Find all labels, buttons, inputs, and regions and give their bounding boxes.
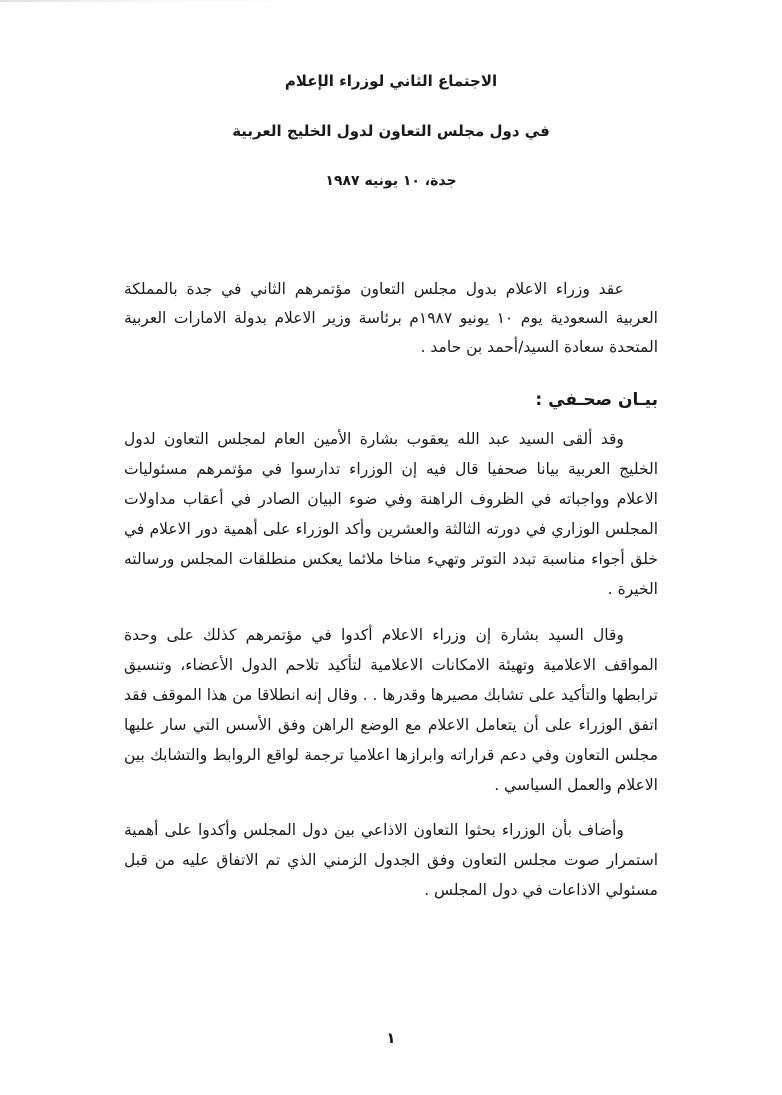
- intro-paragraph: عقد وزراء الاعلام بدول مجلس التعاون مؤتمرهم الثاني في جدة بالمملكة العربية السعودية يوم ١٠ يونيو ١٩٨٧م برئاسة وزير الاعلام بدولة الامارات العربية المتحدة سعادة السيد/أحمد بن حامد .: [124, 280, 658, 356]
- body-paragraph-3: وأضاف بأن الوزراء بحثوا التعاون الاذاعي بين دول المجلس وأكدوا على أهمية استمرار صوت مجلس التعاون وفق الجدول الزمني الذي تم الاتفاق عليه من قبل مسئولي الاذاعات في دول المجلس .: [124, 821, 658, 899]
- body-paragraph-1: وقد ألقى السيد عبد الله يعقوب بشارة الأمين العام لمجلس التعاون لدول الخليج العربية بيانا صحفيا قال فيه إن الوزراء تدارسوا في مؤتمرهم مسئوليات الاعلام وواجباته في الظروف الراهنة وفي ضوء البيان الصادر في أعقاب مداولات المجلس الوزاري في دورته الثالثة والعشرين وأكد الوزراء على أهمية دور الاعلام في خلق أجواء مناسبة تبدد التوتر وتهيء مناخا ملائما يعكس منطلقات المجلس ورسالته الخيرة .: [124, 430, 658, 598]
- scan-edge-artifact: [0, 0, 782, 2]
- document-title-line-1: الاجتماع الثاني لوزراء الإعلام: [284, 72, 498, 90]
- page-number: ١: [386, 1029, 396, 1047]
- document-title-line-2: في دول مجلس التعاون لدول الخليج العربية: [232, 122, 550, 140]
- document-content: [124, 72, 658, 921]
- document-date-line: جدة، ١٠ يونيه ١٩٨٧: [325, 173, 457, 189]
- document-title-block: [124, 72, 658, 191]
- body-paragraph-2: وقال السيد بشارة إن وزراء الاعلام أكدوا في مؤتمرهم كذلك على وحدة المواقف الاعلامية وتهيئة الامكانات الاعلامية لتأكيد تلاحم الدول الأعضاء، وتنسيق ترابطها والتأكيد على تشابك مصيرها وقدرها . . وقال إنه انطلاقا من هذا الموقف فقد اتفق الوزراء على أن يتعامل الاعلام مع الوضع الراهن وفق الأسس التي سار عليها مجلس التعاون وفي دعم قراراته وابرازها اعلاميا ترجمة لواقع الروابط والتشابك بين الاعلام والعمل السياسي .: [124, 625, 658, 794]
- press-release-heading: بيـان صحـفي :: [535, 390, 658, 410]
